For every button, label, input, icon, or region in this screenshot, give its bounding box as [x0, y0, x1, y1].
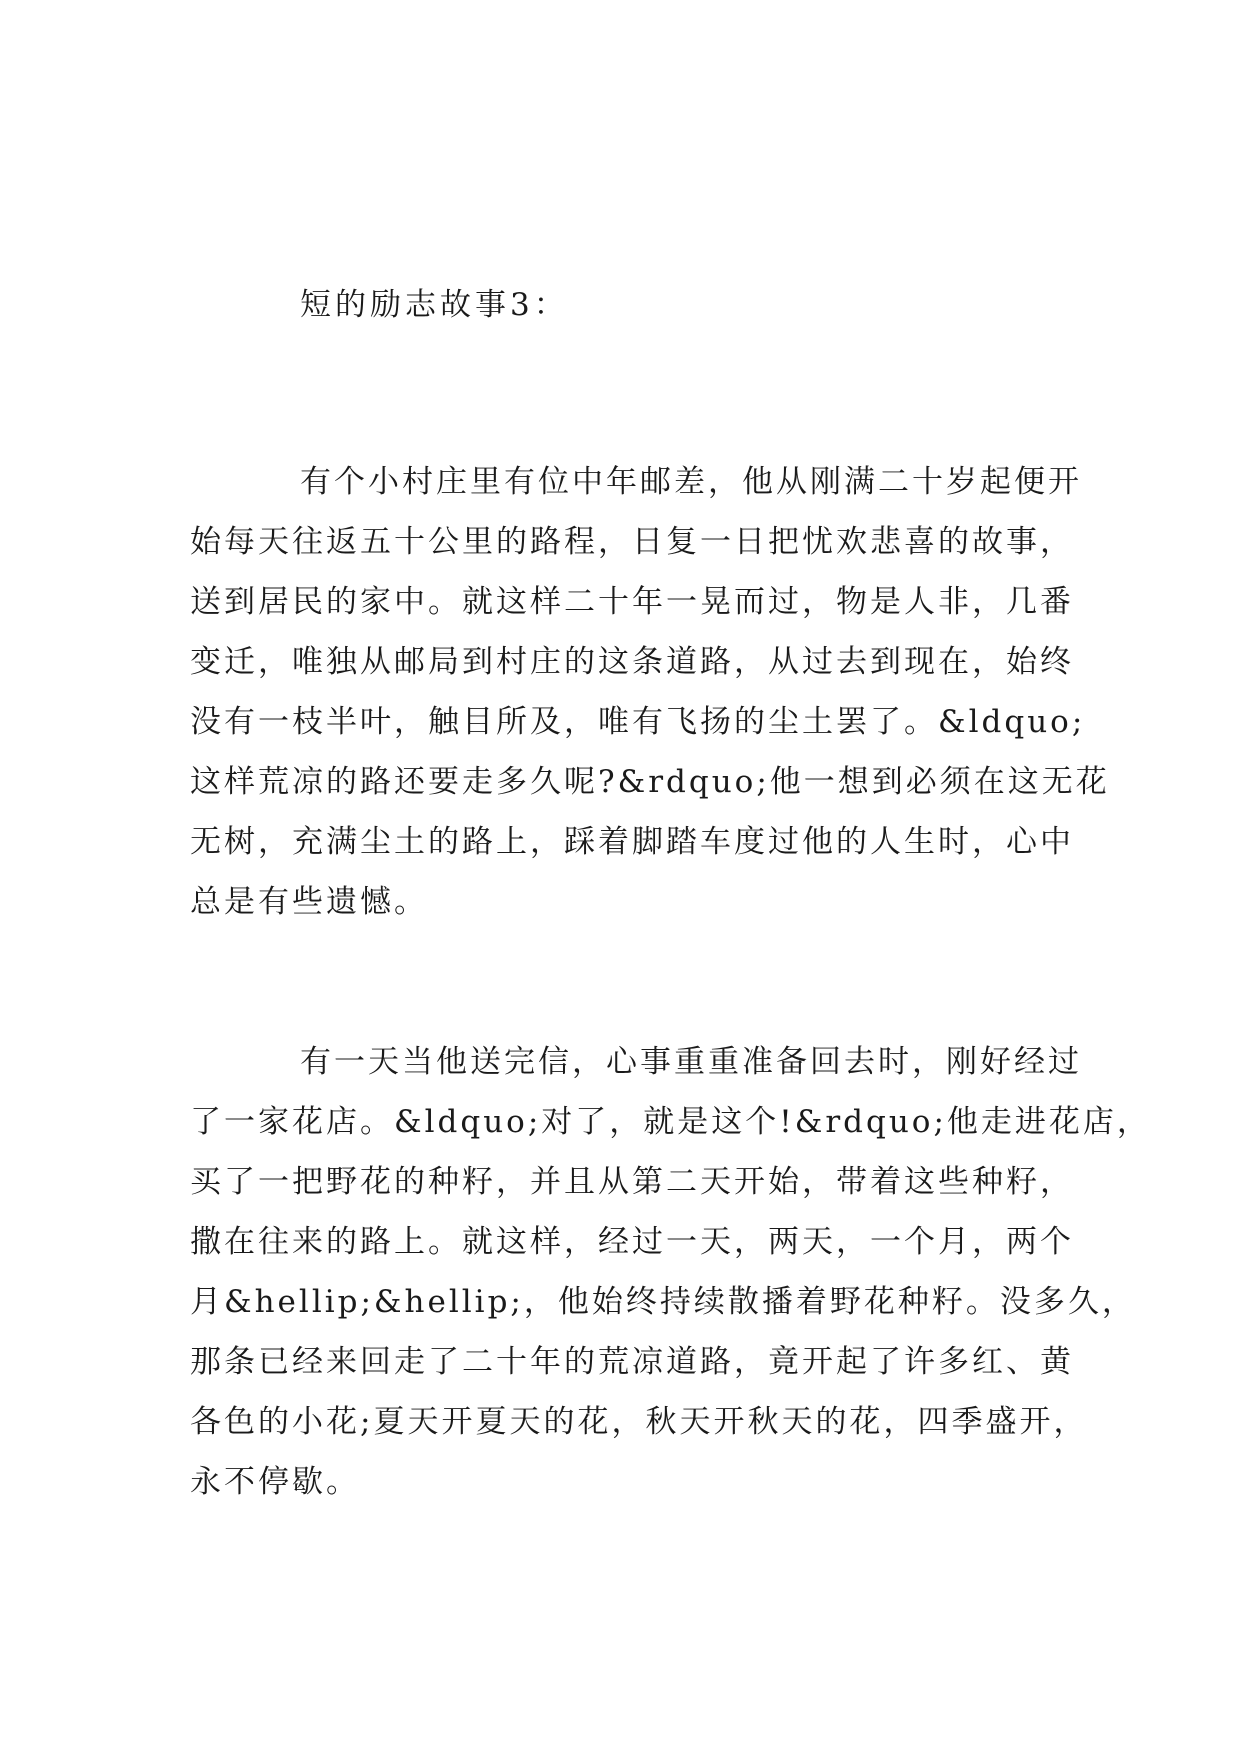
paragraph-line: 始每天往返五十公里的路程，日复一日把忧欢悲喜的故事， — [190, 524, 1074, 560]
paragraph-line: 无树，充满尘土的路上，踩着脚踏车度过他的人生时，心中 — [190, 824, 1074, 860]
paragraph-line: 买了一把野花的种籽，并且从第二天开始，带着这些种籽， — [190, 1164, 1074, 1200]
paragraph-line: 变迁，唯独从邮局到村庄的这条道路，从过去到现在，始终 — [190, 644, 1074, 680]
paragraph-line: 送到居民的家中。就这样二十年一晃而过，物是人非，几番 — [190, 584, 1074, 620]
story-heading: 短的励志故事3： — [300, 287, 569, 323]
paragraph-line: 那条已经来回走了二十年的荒凉道路，竟开起了许多红、黄 — [190, 1344, 1074, 1380]
paragraph-line: 了一家花店。&ldquo;对了，就是这个!&rdquo;他走进花店， — [190, 1104, 1151, 1140]
paragraph-line: 总是有些遗憾。 — [190, 884, 428, 920]
paragraph-line: 撒在往来的路上。就这样，经过一天，两天，一个月，两个 — [190, 1224, 1074, 1260]
paragraph-line: 没有一枝半叶，触目所及，唯有飞扬的尘土罢了。&ldquo; — [190, 704, 1086, 740]
story-paragraph-2 — [190, 1032, 1151, 1512]
story-paragraph-1 — [190, 452, 1110, 932]
paragraph-line: 月&hellip;&hellip;，他始终持续散播着野花种籽。没多久， — [190, 1284, 1136, 1320]
paragraph-line: 各色的小花;夏天开夏天的花，秋天开秋天的花，四季盛开， — [190, 1404, 1088, 1440]
paragraph-line: 有个小村庄里有位中年邮差，他从刚满二十岁起便开 — [300, 464, 1082, 500]
paragraph-line: 永不停歇。 — [190, 1464, 360, 1500]
paragraph-line: 有一天当他送完信，心事重重准备回去时，刚好经过 — [300, 1044, 1082, 1080]
paragraph-line: 这样荒凉的路还要走多久呢?&rdquo;他一想到必须在这无花 — [190, 764, 1110, 800]
